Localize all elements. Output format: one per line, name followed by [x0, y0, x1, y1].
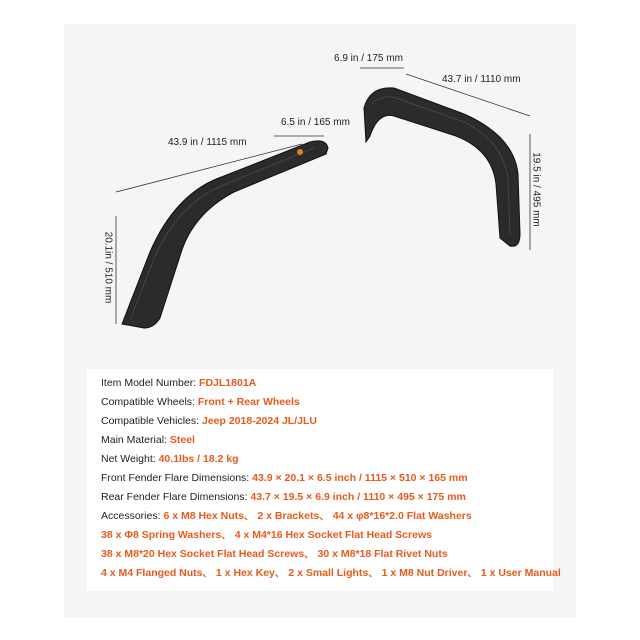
accessories-line-4: 4 x M4 Flanged Nuts、 1 x Hex Key、 2 x Small Lights、 1 x M8 Nut Driver、 1 x User Manual [101, 567, 561, 579]
front-height-label: 20.1in / 510 mm [102, 231, 114, 304]
front-width-label: 6.5 in / 165 mm [281, 117, 350, 128]
rear-length-label: 43.7 in / 1110 mm [442, 74, 521, 85]
front-length-label: 43.9 in / 1115 mm [168, 137, 247, 148]
spec-wheels: Compatible Wheels: Front + Rear Wheels [101, 396, 300, 408]
spec-front-dims: Front Fender Flare Dimensions: 43.9 × 20.1 × 6.5 inch / 1115 × 510 × 165 mm [101, 472, 468, 484]
specs-table [87, 369, 561, 591]
spec-accessories: Accessories: 6 x M8 Hex Nuts、 2 x Brackets、 44 x φ8*16*2.0 Flat Washers [101, 510, 472, 522]
spec-rear-dims: Rear Fender Flare Dimensions: 43.7 × 19.5 × 6.9 inch / 1110 × 495 × 175 mm [101, 491, 466, 503]
rear-width-label: 6.9 in / 175 mm [334, 53, 403, 64]
spec-material: Main Material: Steel [101, 434, 195, 446]
front-fender-flare [122, 141, 328, 328]
rear-fender-flare [364, 88, 520, 246]
spec-weight: Net Weight: 40.1lbs / 18.2 kg [101, 453, 239, 465]
spec-vehicles: Compatible Vehicles: Jeep 2018-2024 JL/JLU [101, 415, 317, 427]
spec-model: Item Model Number: FDJL1801A [101, 377, 257, 389]
accessories-line-3: 38 x M8*20 Hex Socket Flat Head Screws、 30 x M8*18 Flat Rivet Nuts [101, 548, 448, 560]
accessories-line-2: 38 x Φ8 Spring Washers、 4 x M4*16 Hex Socket Flat Head Screws [101, 529, 432, 541]
rear-height-label: 19.5 in / 495 mm [530, 152, 542, 227]
marker-light-icon [297, 149, 303, 155]
